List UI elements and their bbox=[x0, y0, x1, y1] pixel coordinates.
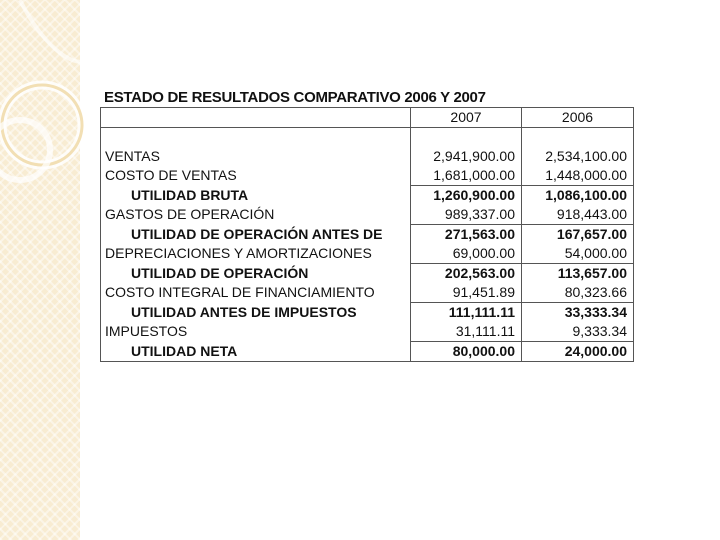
row-label: UTILIDAD NETA bbox=[101, 342, 411, 362]
row-label: IMPUESTOS bbox=[101, 322, 411, 342]
value-2007: 202,563.00 bbox=[411, 264, 522, 284]
value-2006: 1,086,100.00 bbox=[522, 186, 634, 206]
value-2006: 918,443.00 bbox=[522, 205, 634, 225]
value-2006: 2,534,100.00 bbox=[522, 147, 634, 166]
value-2007: 80,000.00 bbox=[411, 342, 522, 362]
value-2006: 113,657.00 bbox=[522, 264, 634, 284]
subtotal-row bbox=[101, 225, 634, 245]
column-header-2007: 2007 bbox=[411, 108, 522, 128]
table-row bbox=[101, 166, 634, 186]
row-label: UTILIDAD DE OPERACIÓN bbox=[101, 264, 411, 284]
column-header-2006: 2006 bbox=[522, 108, 634, 128]
subtotal-row bbox=[101, 264, 634, 284]
row-label: COSTO INTEGRAL DE FINANCIAMIENTO bbox=[101, 283, 411, 303]
column-header-row bbox=[101, 108, 634, 128]
value-2006: 1,448,000.00 bbox=[522, 166, 634, 186]
value-2007: 31,111.11 bbox=[411, 322, 522, 342]
income-statement-table bbox=[100, 107, 634, 362]
header-blank-cell bbox=[101, 108, 411, 128]
subtotal-row bbox=[101, 303, 634, 323]
row-label: VENTAS bbox=[101, 147, 411, 166]
row-label: UTILIDAD BRUTA bbox=[101, 186, 411, 206]
row-label: GASTOS DE OPERACIÓN bbox=[101, 205, 411, 225]
table-row bbox=[101, 147, 634, 166]
value-2007: 1,260,900.00 bbox=[411, 186, 522, 206]
value-2007: 1,681,000.00 bbox=[411, 166, 522, 186]
table-row bbox=[101, 244, 634, 264]
row-label: UTILIDAD DE OPERACIÓN ANTES DE bbox=[101, 225, 411, 245]
subtotal-row bbox=[101, 186, 634, 206]
value-2007: 91,451.89 bbox=[411, 283, 522, 303]
value-2007: 989,337.00 bbox=[411, 205, 522, 225]
value-2006: 80,323.66 bbox=[522, 283, 634, 303]
value-2006: 33,333.34 bbox=[522, 303, 634, 323]
subtotal-row bbox=[101, 342, 634, 362]
table-row bbox=[101, 205, 634, 225]
value-2007: 111,111.11 bbox=[411, 303, 522, 323]
value-2006: 9,333.34 bbox=[522, 322, 634, 342]
table-row bbox=[101, 283, 634, 303]
value-2006: 167,657.00 bbox=[522, 225, 634, 245]
value-2007: 69,000.00 bbox=[411, 244, 522, 264]
value-2006: 54,000.00 bbox=[522, 244, 634, 264]
value-2007: 271,563.00 bbox=[411, 225, 522, 245]
value-2006: 24,000.00 bbox=[522, 342, 634, 362]
statement-title: ESTADO DE RESULTADOS COMPARATIVO 2006 Y 2007 bbox=[104, 89, 486, 106]
income-statement-sheet bbox=[100, 88, 633, 359]
table-row bbox=[101, 322, 634, 342]
row-label: COSTO DE VENTAS bbox=[101, 166, 411, 186]
row-label: DEPRECIACIONES Y AMORTIZACIONES bbox=[101, 244, 411, 264]
spacer-row bbox=[101, 128, 634, 148]
row-label: UTILIDAD ANTES DE IMPUESTOS bbox=[101, 303, 411, 323]
value-2007: 2,941,900.00 bbox=[411, 147, 522, 166]
